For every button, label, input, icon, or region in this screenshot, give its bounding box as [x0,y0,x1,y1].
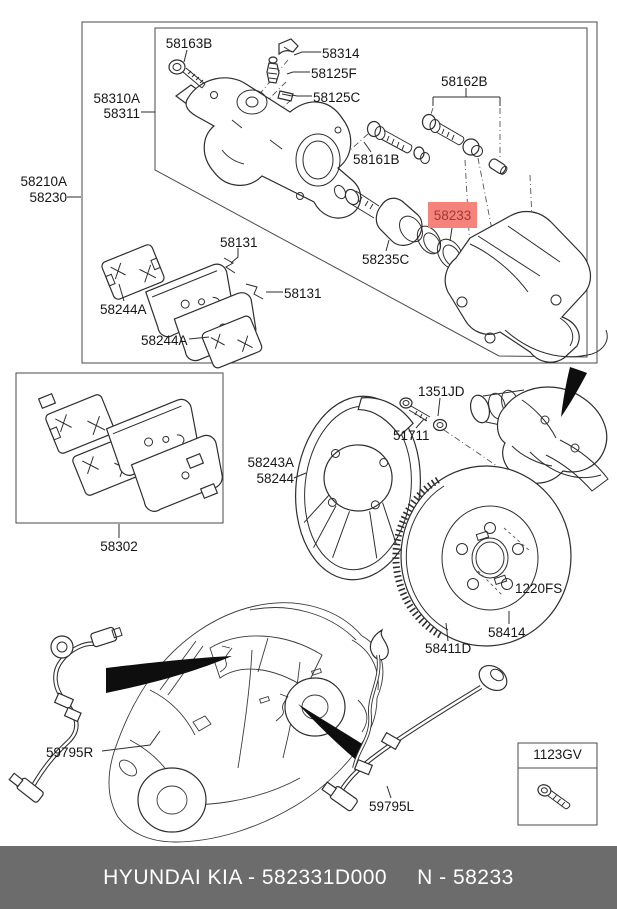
clip-58125C-icon [278,91,293,101]
part-label-58311[interactable]: 58311 [103,106,140,121]
part-label-58244[interactable]: 58244 [256,471,294,486]
part-label-58302[interactable]: 58302 [100,539,138,554]
footer-n-number: N - 58233 [417,865,514,889]
nut-1351JD-icon [434,420,447,431]
part-label-58244A-1[interactable]: 58244A [100,302,147,317]
part-label-58314[interactable]: 58314 [322,46,360,61]
part-label-58125F[interactable]: 58125F [311,66,357,81]
guide-pin-58162B-icon [423,115,509,176]
part-label-1123GV[interactable]: 1123GV [533,747,582,762]
part-label-58233-highlighted[interactable]: 58233 [428,202,477,228]
part-label-51711[interactable]: 51711 [393,428,430,443]
footer-brand-part: HYUNDAI KIA - 582331D000 [103,865,388,889]
part-label-59795R[interactable]: 59795R [46,745,94,760]
part-label-58414[interactable]: 58414 [488,625,526,640]
pad-kit-drawing [39,393,232,514]
part-label-58131-1[interactable]: 58131 [220,235,258,250]
part-label-58244A-2[interactable]: 58244A [141,333,188,348]
piston-58235C-icon [376,198,422,245]
part-label-58235C[interactable]: 58235C [362,252,410,267]
part-label-58310A[interactable]: 58310A [93,91,140,106]
part-label-1351JD[interactable]: 1351JD [418,384,465,399]
part-label-58125C[interactable]: 58125C [313,90,361,105]
part-label-58411D[interactable]: 58411D [425,641,472,656]
bolt-58163B-icon [169,60,205,88]
part-label-58243A[interactable]: 58243A [247,455,294,470]
part-label-58230[interactable]: 58230 [29,190,67,205]
arrow-to-59795R [106,656,232,693]
bleeder-58125F-icon [267,57,279,83]
bolt-1123GV-icon [535,783,574,810]
part-label-58161B[interactable]: 58161B [353,152,400,167]
part-label-1220FS[interactable]: 1220FS [515,581,563,596]
clip-58314-icon [279,39,298,54]
footer-bar [0,846,617,909]
part-label-58162B[interactable]: 58162B [441,74,488,89]
abs-sensor-59795R-drawing [8,625,123,803]
abs-sensor-59795L-drawing [321,630,512,812]
part-label-58163B[interactable]: 58163B [165,36,213,51]
part-label-58210A[interactable]: 58210A [20,174,67,189]
brake-rotor-drawing [396,466,571,646]
part-label-59795L[interactable]: 59795L [369,799,415,814]
part-label-58131-2[interactable]: 58131 [284,286,322,301]
